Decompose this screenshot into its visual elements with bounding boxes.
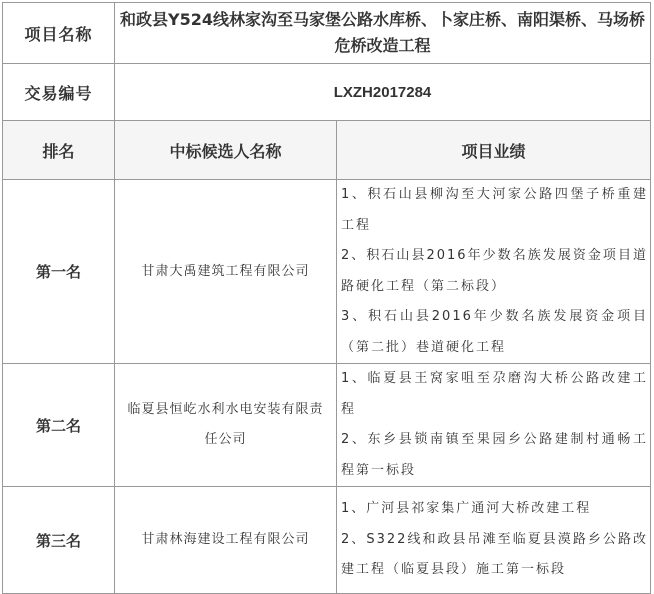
bid-result-table [2, 2, 651, 594]
table-row [3, 487, 651, 594]
performance-item: 2、东乡县锁南镇至果园乡公路建制村通畅工程第一标段 [341, 432, 648, 478]
table-row [3, 180, 651, 364]
candidate-name: 甘肃林海建设工程有限公司 [115, 487, 337, 594]
performance-item: 1、临夏县王窝家咀至尕磨沟大桥公路改建工程 [341, 371, 648, 417]
trade-number-label: 交易编号 [3, 64, 115, 121]
candidate-rank: 第三名 [3, 487, 115, 594]
candidate-performance [337, 487, 651, 594]
candidate-rank: 第二名 [3, 364, 115, 487]
performance-item: 2、S322线和政县吊滩至临夏县漠路乡公路改建工程（临夏县段）施工第一标段 [341, 531, 648, 578]
candidate-rank: 第一名 [3, 180, 115, 364]
header-rank: 排名 [3, 121, 115, 180]
header-performance: 项目业绩 [337, 121, 651, 180]
project-name-row [3, 3, 651, 64]
table-header-row [3, 121, 651, 180]
trade-number-row [3, 64, 651, 121]
project-name-label: 项目名称 [3, 3, 115, 64]
project-name-value: 和政县Y524线林家沟至马家堡公路水库桥、卜家庄桥、南阳渠桥、马场桥危桥改造工程 [115, 3, 651, 64]
candidate-name: 临夏县恒屹水利水电安装有限责任公司 [115, 364, 337, 487]
candidate-performance [337, 180, 651, 364]
performance-item: 1、积石山县柳沟至大河家公路四堡子桥重建工程 [341, 187, 648, 233]
performance-item: 2、积石山县2016年少数名族发展资金项目道路硬化工程（第二标段） [341, 248, 648, 294]
trade-number-value: LXZH2017284 [115, 64, 651, 121]
table-row [3, 364, 651, 487]
performance-item: 3、积石山县2016年少数名族发展资金项目（第二批）巷道硬化工程 [341, 309, 648, 355]
header-candidate: 中标候选人名称 [115, 121, 337, 180]
candidate-name: 甘肃大禹建筑工程有限公司 [115, 180, 337, 364]
candidate-performance [337, 364, 651, 487]
performance-item: 1、广河县祁家集广通河大桥改建工程 [341, 501, 592, 517]
